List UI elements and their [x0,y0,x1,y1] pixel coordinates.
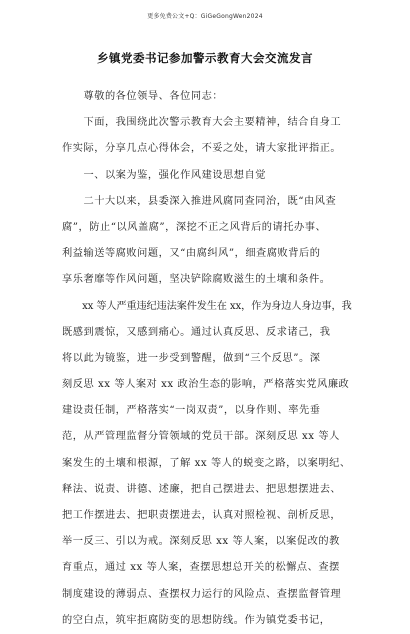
body-line: 腐”，防止“以风盖腐”，深挖不正之风背后的请托办事、 [62,221,327,233]
body-line: 范，从严管理监督分管领域的党员干部。深刻反思 xx 等人 [62,431,340,443]
body-line: 享乐奢靡等作风问题，坚决铲除腐败滋生的土壤和条件。 [62,274,331,286]
body-line: 尊敬的各位领导、各位同志： [62,91,224,102]
body-line: 建设责任制，严格落实“一岗双责”，以身作则、率先垂 [62,405,321,417]
body-line: 育重点，通过 xx 等人案，查摆思想总开关的松懈点、查摆 [62,562,340,574]
body-line: 下面，我围绕此次警示教育大会主要精神，结合自身工 [62,117,342,129]
body-line: 的空白点，筑牢拒腐防变的思想防线。作为镇党委书记， [62,614,331,626]
body-line: 举一反三、引以为戒。深刻反思 xx 等人案，以案促改的教 [62,536,340,548]
body-line: 案发生的土壤和根源，了解 xx 等人的蜕变之路，以案明纪、 [62,457,351,469]
body-line: 既感到震惊，又感到痛心。通过认真反思、反求诸己，我 [62,326,331,338]
document-body [62,84,354,634]
section-heading: 一、以案为鉴，强化作风建设思想自觉 [62,169,267,181]
body-line: 刻反思 xx 等人案对 xx 政治生态的影响，严格落实党风廉政 [62,379,350,391]
body-line: 把工作摆进去、把职责摆进去，认真对照检视、剖析反思， [62,510,342,521]
body-line: 利益输送等腐败问题，又“由腐纠风”，细查腐败背后的 [62,248,321,260]
body-line: 释法、说责、讲德、述廉，把自己摆进去、把思想摆进去、 [62,483,342,495]
document-title: 乡镇党委书记参加警示教育大会交流发言 [97,51,313,65]
header-note: 更多免费公文+Q：GiGeGongWen2024 [147,13,263,20]
body-line: 作实际，分享几点心得体会，不妥之处，请大家批评指正。 [62,143,342,155]
body-line: 制度建设的薄弱点、查摆权力运行的风险点、查摆监督管理 [62,588,342,600]
body-line: xx 等人严重违纪违法案件发生在 xx，作为身边人身边事，我 [62,300,352,312]
body-line: 将以此为镜鉴，进一步受到警醒，做到“三个反思”。深 [62,352,321,364]
body-line: 二十大以来，县委深入推进风腐同查同治，既“由风查 [62,195,337,207]
